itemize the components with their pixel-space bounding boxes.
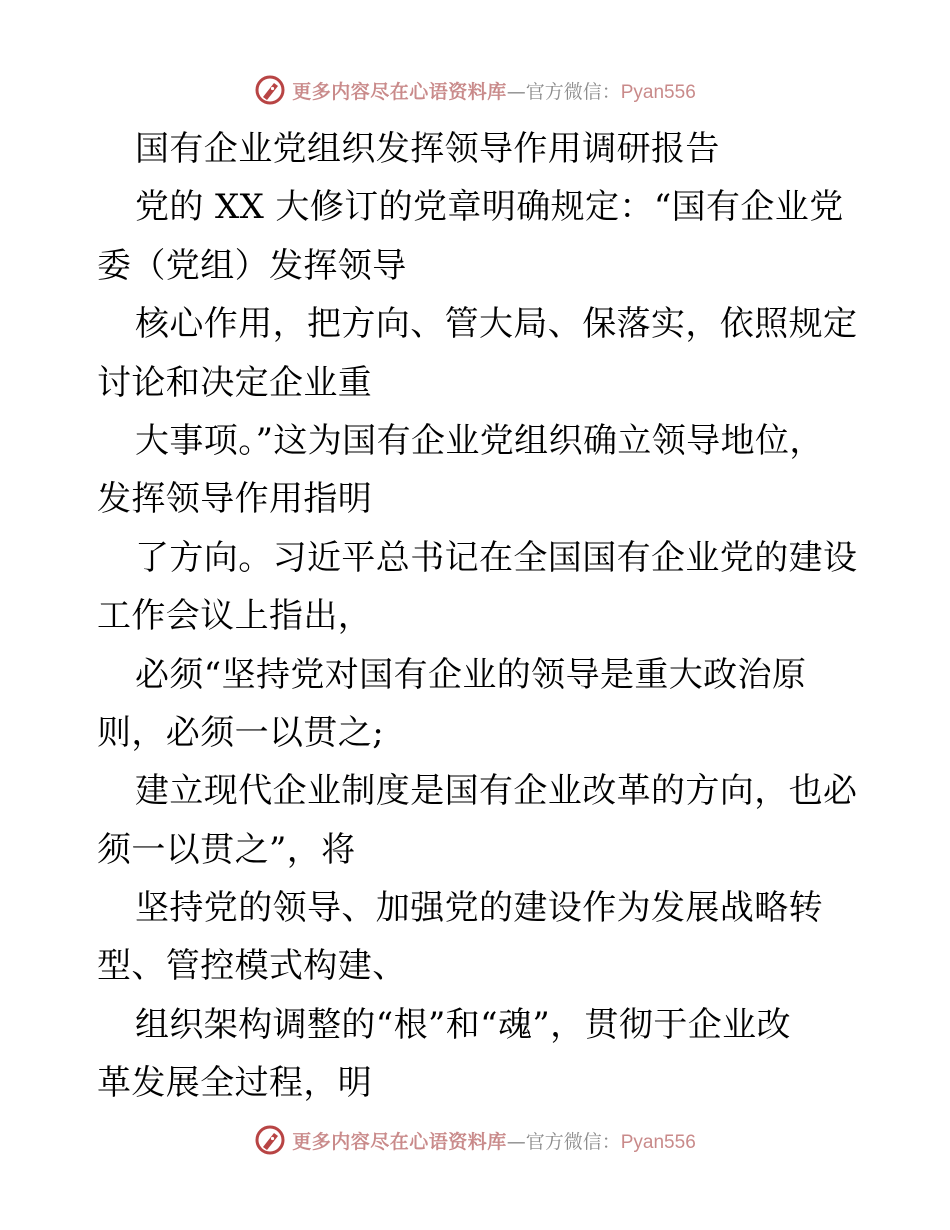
watermark-dash: — <box>506 1130 526 1153</box>
pen-nib-circle-icon <box>254 74 286 106</box>
text-line: 党的 XX 大修订的党章明确规定：“国有企业党 <box>135 187 844 228</box>
text-line: 须一以贯之”，将 <box>97 829 356 870</box>
text-line: 组织架构调整的“根”和“魂”，贯彻于企业改 <box>135 1004 791 1045</box>
text-line: 工作会议上指出， <box>97 596 373 637</box>
watermark-dash: — <box>506 80 526 103</box>
text-line: 建立现代企业制度是国有企业改革的方向，也必 <box>135 771 858 812</box>
watermark-wechat-label: 官方微信： <box>525 1130 621 1153</box>
text-line: 核心作用，把方向、管大局、保落实，依照规定 <box>135 304 858 345</box>
watermark-wechat-id: Pyan556 <box>620 1131 696 1153</box>
text-line: 讨论和决定企业重 <box>97 362 373 403</box>
text-line: 大事项。”这为国有企业党组织确立领导地位， <box>135 420 824 461</box>
text-line: 发挥领导作用指明 <box>97 479 373 520</box>
text-line: 则，必须一以贯之; <box>97 712 385 753</box>
watermark-wechat-label: 官方微信： <box>525 80 621 103</box>
document-title: 国有企业党组织发挥领导作用调研报告 <box>135 129 720 169</box>
text-line: 必须“坚持党对国有企业的领导是重大政治原 <box>135 654 807 695</box>
watermark-text <box>292 1127 696 1154</box>
pen-nib-circle-icon <box>254 1124 286 1156</box>
header-watermark <box>0 70 950 110</box>
text-line: 委（党组）发挥领导 <box>97 245 407 286</box>
text-line: 坚持党的领导、加强党的建设作为发展战略转 <box>135 888 823 929</box>
footer-watermark <box>0 1120 950 1160</box>
document-body <box>97 120 857 1113</box>
text-line: 革发展全过程，明 <box>97 1063 373 1104</box>
text-line: 了方向。习近平总书记在全国国有企业党的建设 <box>135 537 858 578</box>
watermark-text <box>292 77 696 104</box>
watermark-wechat-id: Pyan556 <box>620 81 696 103</box>
watermark-brand: 更多内容尽在心语资料库 <box>292 80 507 103</box>
watermark-brand: 更多内容尽在心语资料库 <box>292 1130 507 1153</box>
text-line: 型、管控模式构建、 <box>97 946 407 987</box>
